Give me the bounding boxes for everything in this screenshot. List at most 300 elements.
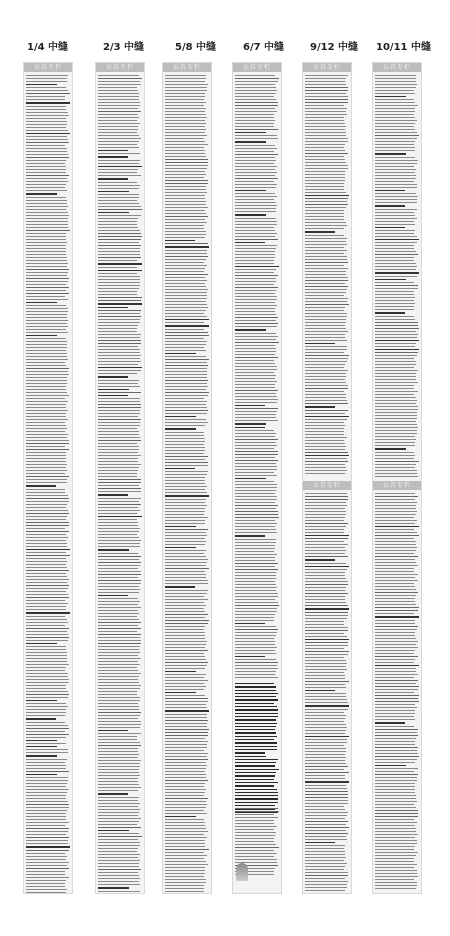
text-line (26, 540, 66, 541)
text-line (235, 402, 277, 403)
text-line (165, 111, 205, 112)
text-line (375, 291, 414, 292)
text-line (235, 765, 275, 766)
text-line (235, 569, 278, 570)
text-line (235, 333, 276, 334)
text-line (98, 842, 140, 843)
text-line (26, 266, 67, 267)
text-line (26, 115, 69, 116)
text-line (235, 726, 276, 727)
text-line (26, 193, 57, 194)
text-line (235, 593, 278, 594)
text-line (98, 78, 142, 79)
text-line (375, 309, 414, 310)
text-line (165, 837, 207, 838)
text-line (375, 677, 414, 678)
text-line (165, 741, 208, 742)
text-line (235, 732, 276, 733)
text-line (165, 577, 206, 578)
text-line (98, 285, 140, 286)
text-line (26, 356, 67, 357)
text-line (165, 256, 208, 257)
text-line (235, 632, 277, 633)
text-line (305, 207, 346, 208)
text-line (165, 720, 208, 721)
text-line (375, 236, 417, 237)
text-line (26, 248, 66, 249)
text-line (305, 678, 345, 679)
text-line (98, 473, 137, 474)
text-line (305, 812, 348, 813)
text-line (375, 455, 415, 456)
text-line (235, 248, 276, 249)
text-line (98, 556, 141, 557)
text-line (375, 726, 414, 727)
text-line (375, 550, 416, 551)
text-line (305, 739, 347, 740)
text-line (26, 383, 67, 384)
text-line (305, 581, 348, 582)
text-line (98, 138, 141, 139)
text-line (98, 428, 137, 429)
text-line (305, 663, 347, 664)
text-line (305, 259, 347, 260)
text-line (98, 230, 140, 231)
text-line (165, 114, 206, 115)
text-line (305, 772, 349, 773)
text-line (375, 867, 414, 868)
text-line (375, 340, 419, 341)
text-line (305, 642, 348, 643)
text-line (165, 177, 204, 178)
text-line (305, 636, 347, 637)
text-line (305, 316, 347, 317)
text-line (165, 707, 207, 708)
text-line (165, 695, 205, 696)
text-line (26, 531, 69, 532)
text-line (26, 269, 69, 270)
text-line (26, 649, 66, 650)
text-line (98, 355, 141, 356)
text-line (235, 454, 278, 455)
text-line (26, 284, 66, 285)
text-line (26, 555, 70, 556)
text-line (235, 505, 278, 506)
text-line (98, 485, 139, 486)
text-line (165, 756, 207, 757)
text-line (375, 592, 418, 593)
text-line (375, 181, 414, 182)
text-line (235, 460, 278, 461)
text-line (165, 768, 206, 769)
text-line (165, 662, 208, 663)
text-line (305, 222, 346, 223)
text-line (375, 153, 406, 154)
text-line (235, 272, 274, 273)
text-line (165, 777, 206, 778)
text-line (375, 269, 416, 270)
text-line (26, 843, 68, 844)
text-line (165, 132, 205, 133)
text-line (305, 615, 348, 616)
text-line (235, 239, 278, 240)
text-line (235, 284, 274, 285)
text-line (165, 438, 205, 439)
text-line (375, 458, 414, 459)
column-title-3: 5/8 中缝 (175, 42, 217, 53)
text-line (235, 166, 277, 167)
text-line (235, 769, 279, 770)
text-line (165, 765, 207, 766)
text-line (375, 613, 414, 614)
text-line (26, 431, 65, 432)
text-line (165, 141, 205, 142)
text-line (26, 755, 57, 756)
text-line (235, 808, 278, 809)
text-line (375, 855, 416, 856)
text-line (235, 123, 274, 124)
text-line (305, 553, 345, 554)
text-line (375, 861, 414, 862)
text-line (98, 188, 139, 189)
text-line (375, 476, 418, 477)
text-line (305, 754, 345, 755)
text-line (26, 160, 66, 161)
text-line (98, 200, 137, 201)
text-line (235, 448, 274, 449)
text-line (26, 99, 65, 100)
text-line (235, 138, 278, 139)
text-line (375, 193, 416, 194)
text-line (98, 361, 141, 362)
text-line (235, 245, 277, 246)
text-line (26, 221, 68, 222)
text-line (165, 120, 205, 121)
text-line (235, 211, 276, 212)
text-line (235, 526, 275, 527)
text-line (165, 271, 204, 272)
text-line (235, 442, 276, 443)
text-line (235, 792, 278, 793)
text-line (375, 885, 417, 886)
text-line (305, 797, 348, 798)
text-line (98, 93, 139, 94)
text-line (235, 396, 277, 397)
text-line (26, 831, 68, 832)
text-line (98, 821, 139, 822)
text-line (98, 498, 141, 499)
text-line (98, 733, 141, 734)
text-line (305, 830, 346, 831)
text-line (98, 784, 139, 785)
text-line (375, 759, 417, 760)
text-line (26, 846, 70, 847)
text-line (375, 810, 418, 811)
text-line (165, 876, 204, 877)
text-line (26, 582, 67, 583)
text-line (165, 338, 204, 339)
text-line (165, 246, 209, 247)
text-line (26, 84, 57, 85)
text-line (235, 772, 276, 773)
text-line (165, 617, 205, 618)
text-line (165, 819, 204, 820)
text-line (98, 449, 139, 450)
text-line (26, 725, 68, 726)
text-line (375, 421, 416, 422)
text-line (26, 722, 65, 723)
text-line (26, 96, 65, 97)
text-line (305, 274, 346, 275)
text-line (26, 728, 69, 729)
text-line (305, 78, 346, 79)
text-line (375, 659, 415, 660)
text-line (305, 760, 345, 761)
text-line (235, 224, 277, 225)
text-line (375, 650, 415, 651)
text-line (235, 172, 277, 173)
text-line (235, 111, 277, 112)
text-line (26, 338, 66, 339)
text-line (235, 514, 278, 515)
text-line (235, 605, 279, 606)
text-line (165, 738, 205, 739)
text-line (98, 757, 138, 758)
text-line (98, 827, 141, 828)
text-line (305, 419, 347, 420)
column-strip-1 (23, 62, 73, 894)
text-line (375, 701, 419, 702)
text-line (235, 375, 276, 376)
text-line (235, 141, 266, 142)
text-line (98, 215, 141, 216)
text-line (165, 156, 206, 157)
text-line (305, 322, 346, 323)
text-line (305, 458, 347, 459)
text-line (235, 529, 276, 530)
text-line (305, 569, 347, 570)
text-line (165, 686, 206, 687)
text-line (305, 268, 348, 269)
text-line (305, 464, 345, 465)
text-line (235, 662, 278, 663)
text-line (375, 807, 416, 808)
text-line (165, 447, 205, 448)
text-line (165, 813, 207, 814)
text-line (165, 750, 204, 751)
text-line (375, 647, 418, 648)
text-line (26, 688, 66, 689)
text-line (165, 259, 206, 260)
text-line (26, 398, 65, 399)
text-line (26, 365, 66, 366)
text-line (305, 727, 347, 728)
text-line (235, 539, 276, 540)
text-line (165, 553, 204, 554)
text-line (165, 301, 206, 302)
text-line (375, 409, 418, 410)
text-line (305, 836, 346, 837)
text-line (165, 623, 208, 624)
text-line (26, 467, 66, 468)
text-line (375, 352, 418, 353)
text-line (26, 434, 68, 435)
text-line (305, 195, 349, 196)
text-line (375, 178, 416, 179)
text-line (375, 665, 419, 666)
text-line (26, 302, 57, 303)
text-line (305, 434, 344, 435)
text-line (26, 272, 68, 273)
text-line (235, 181, 274, 182)
text-line (235, 496, 277, 497)
text-line (235, 193, 275, 194)
text-line (235, 850, 274, 851)
text-line (98, 613, 139, 614)
text-line (375, 282, 414, 283)
text-line (26, 368, 69, 369)
text-line (305, 165, 348, 166)
text-line (26, 257, 67, 258)
text-line (375, 798, 416, 799)
text-line (165, 804, 207, 805)
text-line (98, 812, 139, 813)
text-line (165, 747, 207, 748)
text-line (165, 180, 208, 181)
text-line (165, 620, 209, 621)
text-line (26, 148, 67, 149)
text-line (235, 499, 277, 500)
text-line (26, 679, 69, 680)
text-line (235, 114, 274, 115)
text-line (26, 449, 69, 450)
text-line (26, 606, 66, 607)
text-line (165, 677, 204, 678)
text-line (165, 783, 205, 784)
text-line (165, 213, 206, 214)
text-block (305, 75, 349, 475)
text-line (375, 120, 417, 121)
text-line (235, 703, 274, 704)
text-line (26, 175, 69, 176)
text-line (165, 222, 207, 223)
text-line (26, 625, 65, 626)
text-line (305, 763, 346, 764)
text-line (235, 378, 275, 379)
text-line (165, 219, 205, 220)
text-line (165, 459, 205, 460)
text-line (375, 424, 417, 425)
text-line (235, 293, 275, 294)
text-line (26, 759, 67, 760)
text-line (26, 600, 65, 601)
text-line (165, 117, 207, 118)
text-line (375, 379, 416, 380)
text-line (165, 571, 205, 572)
text-line (235, 196, 277, 197)
text-line (305, 340, 347, 341)
text-line (98, 730, 128, 731)
text-line (98, 571, 141, 572)
text-line (165, 432, 204, 433)
text-line (165, 383, 207, 384)
text-line (98, 712, 141, 713)
text-line (235, 520, 275, 521)
text-line (98, 559, 139, 560)
text-line (305, 283, 345, 284)
text-line (26, 440, 69, 441)
text-line (98, 607, 141, 608)
text-line (305, 304, 349, 305)
text-line (235, 644, 275, 645)
text-line (26, 392, 67, 393)
text-line (98, 763, 140, 764)
text-line (375, 260, 414, 261)
text-line (235, 287, 278, 288)
text-line (26, 762, 65, 763)
text-line (235, 154, 278, 155)
text-line (235, 517, 279, 518)
text-line (26, 853, 65, 854)
text-line (235, 120, 275, 121)
text-line (26, 329, 66, 330)
text-line (375, 668, 416, 669)
text-line (98, 676, 139, 677)
text-line (235, 671, 276, 672)
text-line (235, 329, 266, 330)
text-line (165, 780, 208, 781)
text-line (375, 586, 415, 587)
text-line (26, 112, 68, 113)
text-line (98, 297, 142, 298)
text-line (26, 856, 67, 857)
text-line (98, 141, 139, 142)
text-line (305, 514, 346, 515)
text-line (375, 523, 415, 524)
text-line (98, 135, 139, 136)
text-line (165, 744, 207, 745)
text-line (26, 774, 57, 775)
text-line (98, 282, 140, 283)
text-line (305, 724, 346, 725)
text-line (375, 716, 414, 717)
text-line (26, 743, 66, 744)
text-line (235, 260, 274, 261)
text-line (26, 828, 69, 829)
text-line (26, 504, 67, 505)
text-line (165, 123, 206, 124)
text-line (235, 635, 276, 636)
text-line (165, 395, 208, 396)
text-line (165, 150, 205, 151)
text-line (235, 257, 275, 258)
text-line (375, 442, 415, 443)
text-line (305, 866, 345, 867)
text-line (165, 565, 206, 566)
text-line (26, 740, 57, 741)
text-line (98, 589, 140, 590)
text-line (98, 288, 139, 289)
text-line (375, 81, 416, 82)
text-line (98, 727, 140, 728)
text-line (235, 175, 275, 176)
text-line (26, 489, 65, 490)
text-line (26, 293, 69, 294)
text-line (98, 634, 141, 635)
text-line (375, 108, 415, 109)
text-line (165, 425, 205, 426)
text-line (235, 779, 274, 780)
